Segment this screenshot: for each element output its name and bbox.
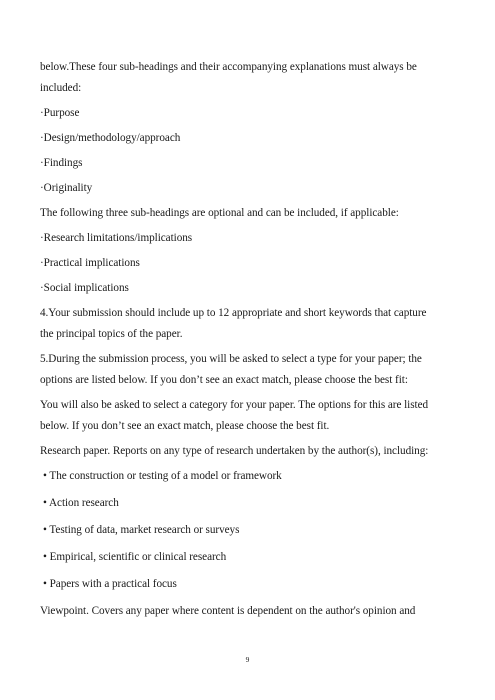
list-item: ·Findings <box>40 157 83 169</box>
list-item: ·Social implications <box>40 282 129 294</box>
paragraph-line: Research paper. Reports on any type of research undertaken by the author(s), including: <box>40 445 429 457</box>
bullet-item: • Papers with a practical focus <box>43 578 177 590</box>
paragraph-line: included: <box>40 82 82 94</box>
list-item: ·Purpose <box>40 107 80 119</box>
paragraph-line: You will also be asked to select a category for your paper. The options for this are listed <box>40 399 429 411</box>
list-item: ·Originality <box>40 182 93 194</box>
list-item: ·Practical implications <box>40 257 140 269</box>
paragraph-line: options are listed below. If you don’t see an exact match, please choose the best fit: <box>40 374 408 386</box>
paragraph-line: below.These four sub-headings and their accompanying explanations must always be <box>40 61 417 73</box>
bullet-item: • Empirical, scientific or clinical research <box>43 551 227 563</box>
bullet-item: • Action research <box>43 497 119 509</box>
paragraph-line: 5.During the submission process, you will be asked to select a type for your paper; the <box>40 353 422 365</box>
paragraph-line: 4.Your submission should include up to 12 appropriate and short keywords that capture <box>40 307 427 319</box>
paragraph-line: the principal topics of the paper. <box>40 328 183 340</box>
bullet-item: • Testing of data, market research or surveys <box>43 524 240 536</box>
list-item: ·Design/methodology/approach <box>40 132 181 144</box>
page-number: 9 <box>245 655 250 664</box>
list-item: ·Research limitations/implications <box>40 232 193 244</box>
paragraph-line: The following three sub-headings are optional and can be included, if applicable: <box>40 207 399 219</box>
paragraph-line: below. If you don’t see an exact match, please choose the best fit. <box>40 420 330 432</box>
paragraph-line: Viewpoint. Covers any paper where content is dependent on the author's opinion and <box>40 605 416 617</box>
bullet-item: • The construction or testing of a model or framework <box>43 470 282 482</box>
